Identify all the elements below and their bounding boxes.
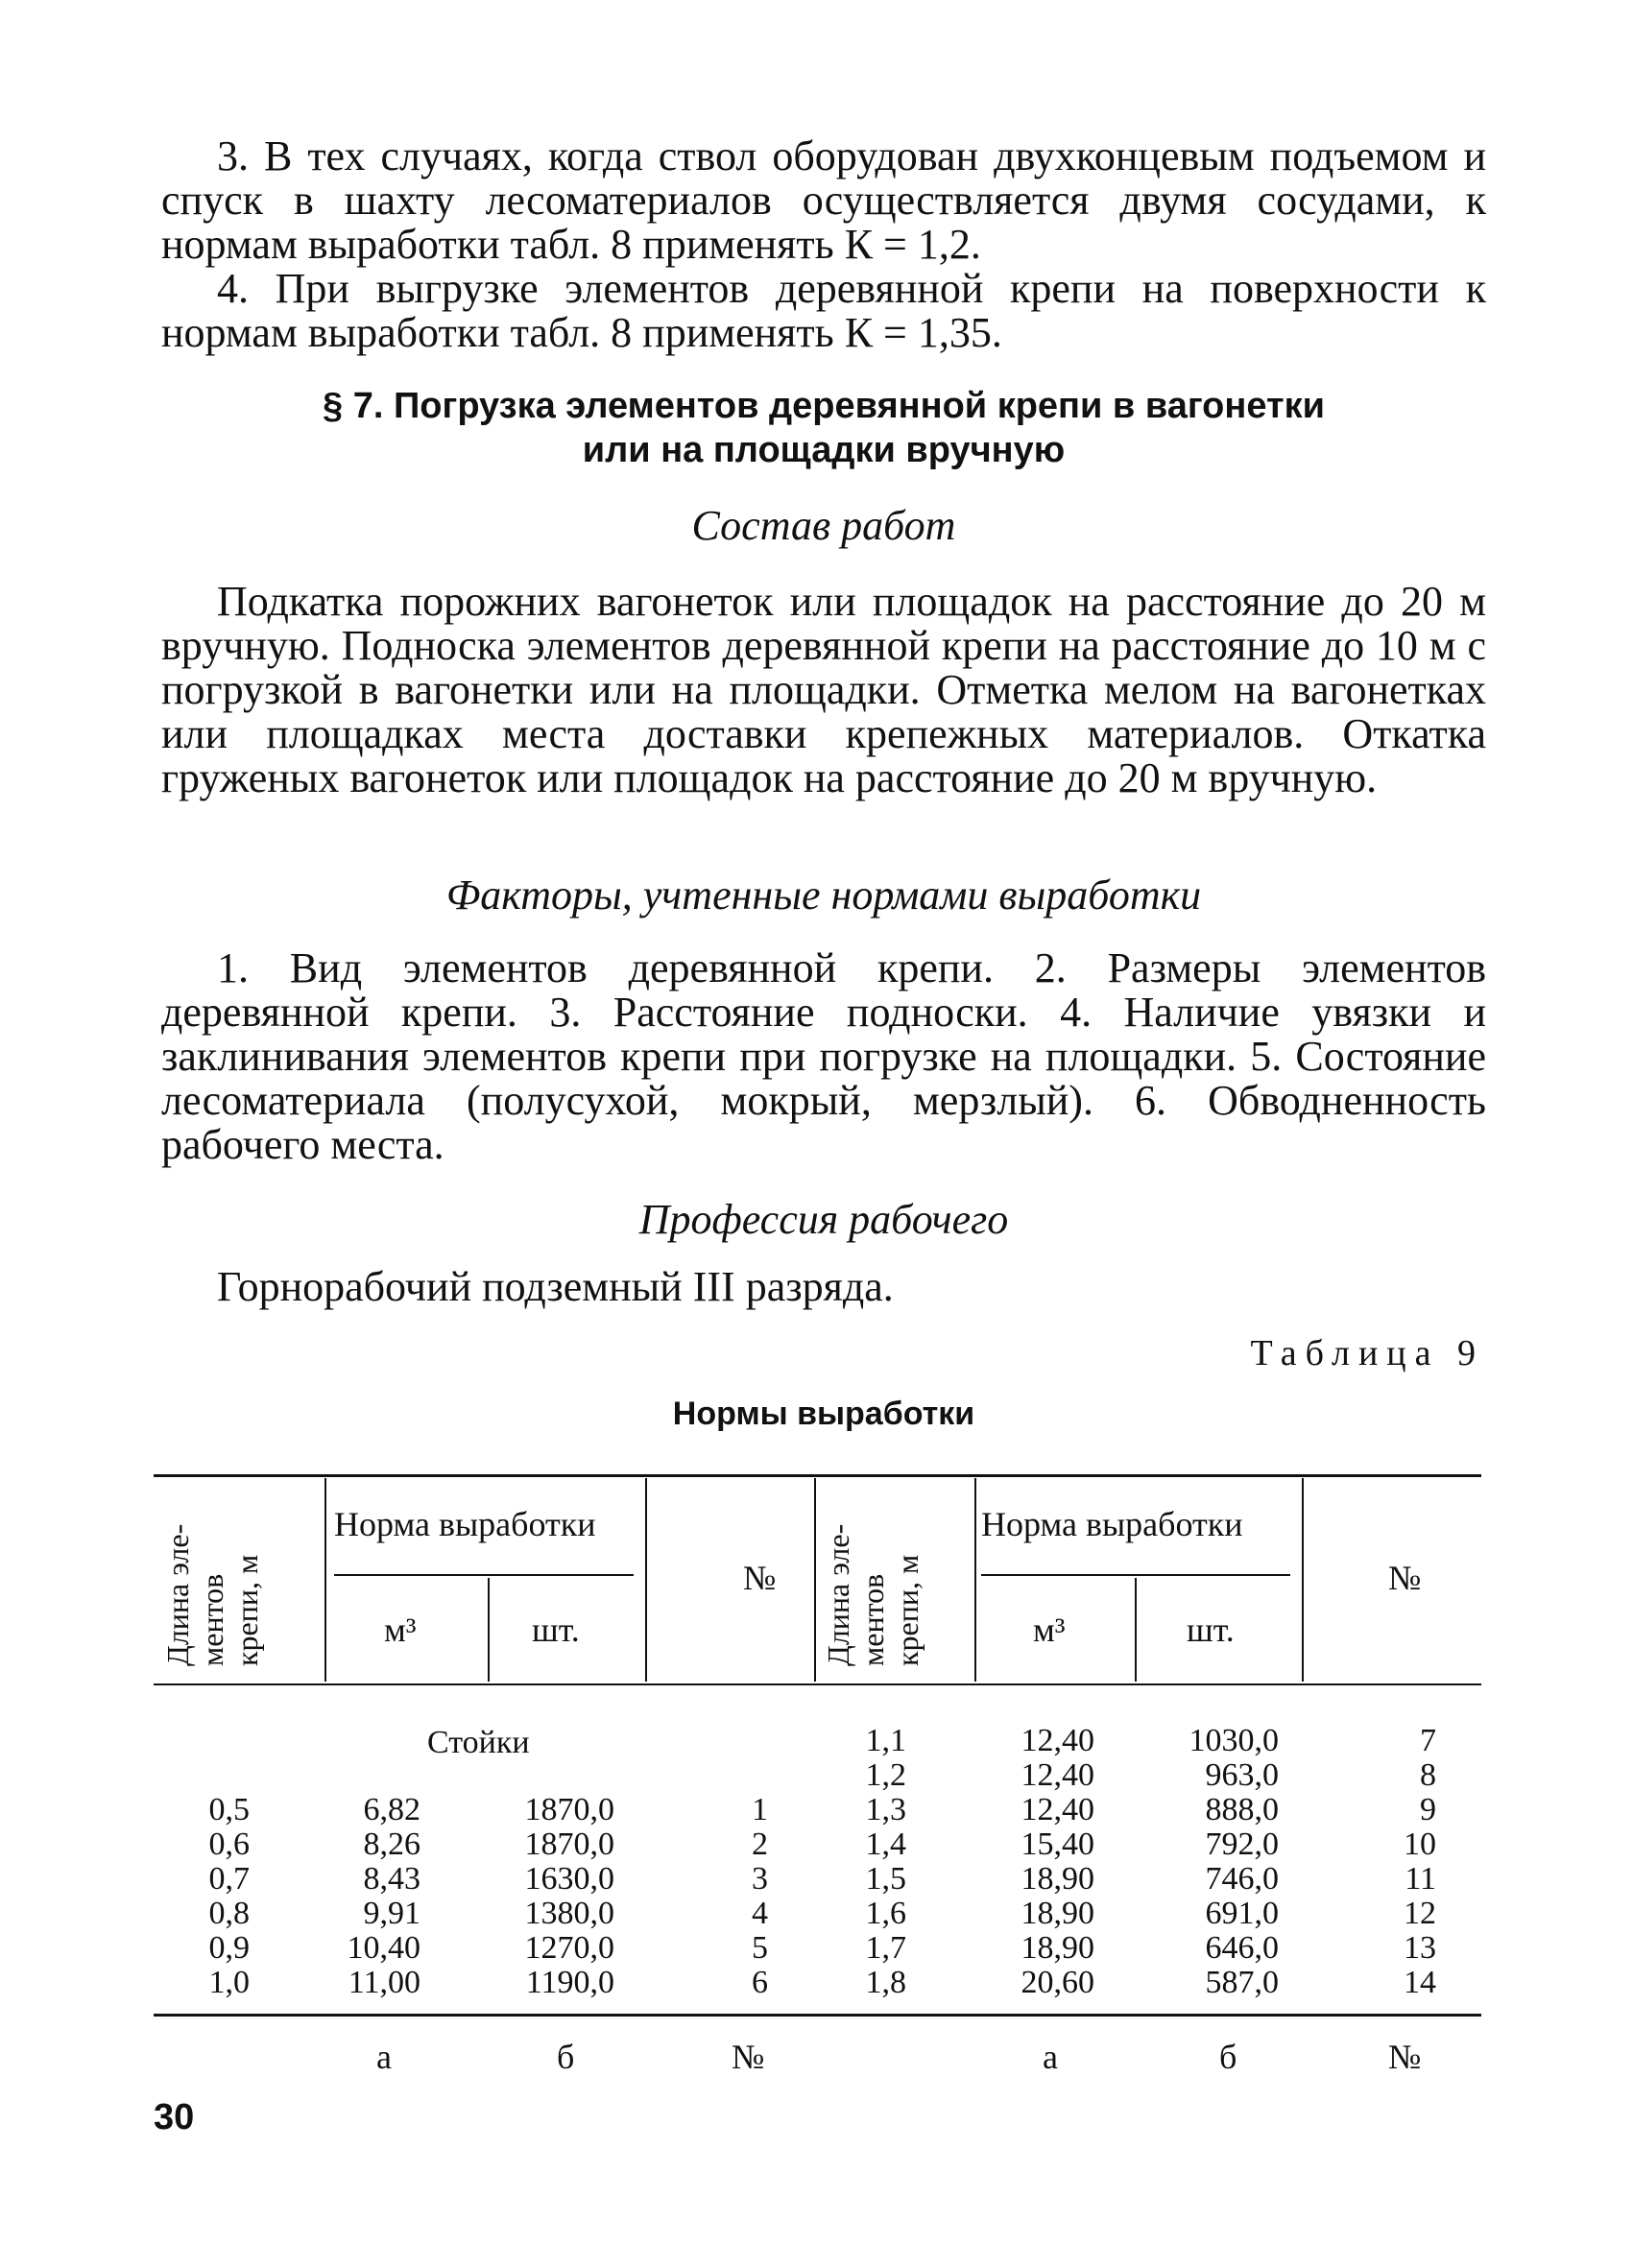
factors-block — [161, 946, 1486, 1167]
right-row-no-cell: 8 — [1420, 1757, 1436, 1793]
footer-b-left: б — [557, 2038, 575, 2076]
factors-heading: Факторы, учтенные нормами выработки — [445, 871, 1202, 919]
right-row-no-cell: 14 — [1404, 1965, 1436, 2000]
right-row-len-cell: 1,8 — [865, 1965, 906, 2000]
left-row-len-cell: 1,0 — [208, 1965, 250, 2000]
right-row-pcs-cell: 963,0 — [1205, 1757, 1279, 1793]
left-row-no-cell: 6 — [752, 1965, 768, 2000]
right-row-len-cell: 1,2 — [865, 1757, 906, 1793]
group-label-stoyki: Стойки — [427, 1725, 530, 1760]
pcs-header-right: шт. — [1187, 1611, 1235, 1649]
profession-text: Горнорабочий подземный III разряда. — [217, 1263, 894, 1310]
right-row-pcs-cell: 1030,0 — [1189, 1723, 1279, 1758]
left-row-pcs-cell: 1190,0 — [525, 1965, 614, 2000]
right-row-len-cell: 1,4 — [865, 1826, 906, 1862]
table-title: Нормы выработки — [672, 1396, 975, 1432]
footer-a-right: а — [1043, 2038, 1058, 2076]
right-row-m3-cell: 18,90 — [1021, 1930, 1094, 1966]
factors-text: 1. Вид элементов деревянной крепи. 2. Размеры элементов деревянной крепи. 3. Расстояние подноски. 4. Наличие увязки и заклинивания элементов крепи при погрузке на площадки. 5. Состояние лесоматериала (полусухой, мокрый, мерзлый). 6. Обводненность рабочего места. — [161, 944, 1486, 1168]
left-row-no-cell: 2 — [752, 1826, 768, 1862]
right-row-len-cell: 1,6 — [865, 1896, 906, 1931]
right-row-len-cell: 1,3 — [865, 1792, 906, 1827]
no-header-left: № — [743, 1559, 777, 1597]
length-header-right-3: крепи, м — [890, 1554, 925, 1666]
left-row-m3-cell: 8,43 — [363, 1861, 420, 1897]
right-row-m3-cell: 18,90 — [1021, 1861, 1094, 1897]
length-header-right-2: ментов — [855, 1573, 890, 1666]
composition-block — [161, 580, 1486, 800]
table-top-rule — [154, 1474, 1481, 1477]
right-row-pcs-cell: 646,0 — [1205, 1930, 1279, 1966]
norm-header-right: Норма выработки — [981, 1505, 1243, 1543]
m3-header-right: м³ — [1033, 1611, 1066, 1649]
note-4: 4. При выгрузке элементов деревянной крепи на поверхности к нормам выработки табл. 8 применять К = 1,35. — [161, 265, 1486, 356]
section-title-line2: или на площадки вручную — [582, 430, 1066, 470]
right-row-m3-cell: 15,40 — [1021, 1826, 1094, 1862]
intro-notes — [161, 134, 1486, 355]
no-header-right: № — [1388, 1559, 1422, 1597]
right-row-no-cell: 11 — [1405, 1861, 1436, 1897]
right-row-no-cell: 12 — [1404, 1896, 1436, 1931]
right-row-no-cell: 9 — [1420, 1792, 1436, 1827]
right-row-pcs-cell: 746,0 — [1205, 1861, 1279, 1897]
table-header-rule — [154, 1683, 1481, 1685]
right-row-no-cell: 10 — [1404, 1826, 1436, 1862]
page-number: 30 — [154, 2097, 195, 2137]
left-row-len-cell: 0,7 — [208, 1861, 250, 1897]
left-row-pcs-cell: 1630,0 — [524, 1861, 614, 1897]
right-row-pcs-cell: 792,0 — [1205, 1826, 1279, 1862]
pcs-header-left: шт. — [532, 1611, 580, 1649]
right-row-len-cell: 1,5 — [865, 1861, 906, 1897]
profession-block — [161, 1265, 1486, 1309]
footer-a-left: а — [376, 2038, 392, 2076]
right-row-m3-cell: 12,40 — [1021, 1757, 1094, 1793]
left-row-len-cell: 0,6 — [208, 1826, 250, 1862]
right-row-no-cell: 7 — [1420, 1723, 1436, 1758]
right-row-pcs-cell: 691,0 — [1205, 1896, 1279, 1931]
right-row-m3-cell: 20,60 — [1021, 1965, 1094, 2000]
length-header-left-1: Длина эле- — [160, 1523, 195, 1666]
footer-no-left: № — [732, 2038, 765, 2076]
left-row-m3-cell: 10,40 — [347, 1930, 420, 1966]
composition-heading: Состав работ — [691, 502, 956, 549]
left-row-no-cell: 1 — [752, 1792, 768, 1827]
left-row-len-cell: 0,5 — [208, 1792, 250, 1827]
right-row-m3-cell: 12,40 — [1021, 1792, 1094, 1827]
section-title-line1: § 7. Погрузка элементов деревянной крепи в вагонетки — [323, 386, 1325, 426]
right-row-no-cell: 13 — [1404, 1930, 1436, 1966]
table-label: Таблица 9 — [1250, 1333, 1484, 1373]
right-row-len-cell: 1,7 — [865, 1930, 906, 1966]
composition-text: Подкатка порожних вагонеток или площадок на расстояние до 20 м вручную. Подноска элементов деревянной крепи на расстояние до 10 м с погрузкой в вагонетки или на площадки. Отметка мелом на вагонетках или площадках места доставки крепежных материалов. Откатка груженых вагонеток или площадок на расстояние до 20 м вручную. — [161, 578, 1486, 801]
left-row-len-cell: 0,8 — [208, 1896, 250, 1931]
right-row-m3-cell: 18,90 — [1021, 1896, 1094, 1931]
m3-header-left: м³ — [384, 1611, 417, 1649]
norm-header-left: Норма выработки — [334, 1505, 596, 1543]
left-row-pcs-cell: 1270,0 — [524, 1930, 614, 1966]
left-row-m3-cell: 11,00 — [348, 1965, 420, 2000]
length-header-right-1: Длина эле- — [821, 1523, 855, 1666]
left-row-len-cell: 0,9 — [208, 1930, 250, 1966]
left-row-no-cell: 3 — [752, 1861, 768, 1897]
right-row-pcs-cell: 587,0 — [1205, 1965, 1279, 2000]
length-header-left-3: крепи, м — [229, 1554, 264, 1666]
left-row-pcs-cell: 1870,0 — [524, 1826, 614, 1862]
right-row-m3-cell: 12,40 — [1021, 1723, 1094, 1758]
note-3: 3. В тех случаях, когда ствол оборудован двухконцевым подъемом и спуск в шахту лесоматериалов осуществляется двумя сосудами, к нормам выработки табл. 8 применять К = 1,2. — [161, 132, 1486, 268]
left-row-no-cell: 5 — [752, 1930, 768, 1966]
left-row-pcs-cell: 1870,0 — [524, 1792, 614, 1827]
footer-b-right: б — [1219, 2038, 1237, 2076]
right-row-len-cell: 1,1 — [865, 1723, 906, 1758]
left-row-no-cell: 4 — [752, 1896, 768, 1931]
table-bottom-rule — [154, 2014, 1481, 2017]
length-header-left-2: ментов — [195, 1573, 229, 1666]
left-row-m3-cell: 8,26 — [363, 1826, 420, 1862]
profession-heading: Профессия рабочего — [638, 1196, 1009, 1243]
left-row-m3-cell: 6,82 — [363, 1792, 420, 1827]
left-row-m3-cell: 9,91 — [363, 1896, 420, 1931]
footer-no-right: № — [1388, 2038, 1422, 2076]
left-row-pcs-cell: 1380,0 — [524, 1896, 614, 1931]
right-row-pcs-cell: 888,0 — [1205, 1792, 1279, 1827]
